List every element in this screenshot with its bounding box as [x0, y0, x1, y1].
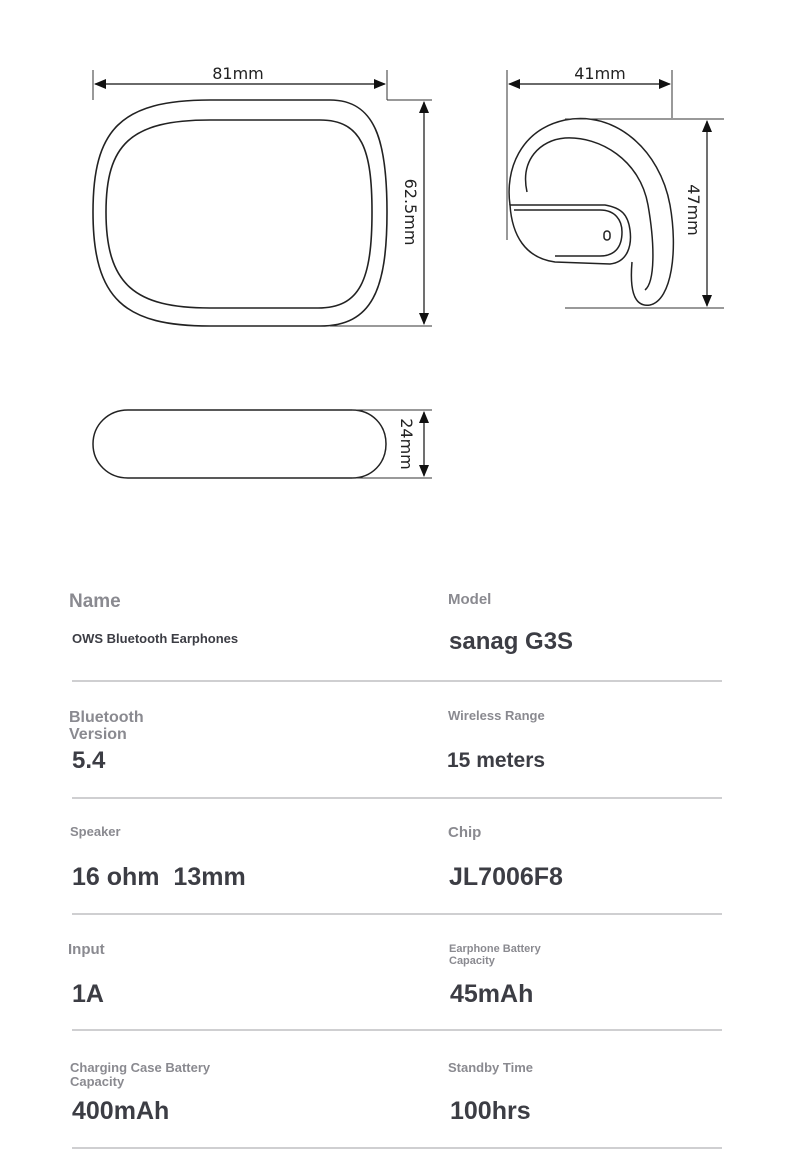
spec-label-wireless-range: Wireless Range	[448, 708, 545, 723]
spec-value-wireless-range: 15 meters	[447, 749, 546, 772]
divider	[72, 1029, 722, 1031]
earbud-outline	[509, 118, 673, 305]
earbud-height-label: 47mm	[684, 184, 703, 236]
spec-value-bluetooth-version: 5.4	[72, 747, 106, 774]
spec-label-bluetooth-version: Bluetooth Version	[69, 709, 144, 743]
spec-value-chip: JL7006F8	[449, 863, 563, 891]
spec-label-model: Model	[448, 591, 492, 608]
spec-value-input: 1A	[72, 980, 104, 1008]
spec-label-name: Name	[69, 591, 121, 612]
spec-value-case-battery: 400mAh	[72, 1097, 170, 1125]
spec-value-speaker: 16 ohm 13mm	[72, 863, 246, 891]
case-height-label: 62.5mm	[401, 178, 420, 246]
case-height-dimension	[330, 100, 432, 326]
spec-value-earphone-battery: 45mAh	[450, 980, 534, 1008]
divider	[72, 913, 722, 915]
spec-label-case-battery: Charging Case Battery Capacity	[70, 1060, 211, 1089]
case-width-dimension	[93, 64, 387, 100]
spec-label-input: Input	[68, 941, 105, 958]
spec-value-standby-time: 100hrs	[450, 1097, 531, 1125]
earbud-width-dimension	[507, 64, 672, 240]
case-depth-label: 24mm	[397, 418, 416, 470]
spec-label-earphone-battery: Earphone Battery Capacity	[449, 943, 541, 967]
earbud-width-label: 41mm	[574, 64, 626, 83]
spec-value-model: sanag G3S	[449, 628, 574, 655]
spec-label-speaker: Speaker	[70, 824, 121, 839]
spec-value-name: OWS Bluetooth Earphones	[72, 631, 239, 646]
case-front-outline	[93, 100, 387, 326]
dimension-diagram	[0, 0, 790, 520]
spec-label-chip: Chip	[448, 824, 482, 841]
earbud-height-dimension	[565, 119, 724, 308]
divider	[72, 1147, 722, 1149]
case-side-outline	[93, 410, 386, 478]
case-width-label: 81mm	[212, 64, 264, 83]
spec-label-standby-time: Standby Time	[448, 1060, 534, 1075]
divider	[72, 797, 722, 799]
case-depth-dimension	[352, 410, 432, 478]
divider	[72, 680, 722, 682]
